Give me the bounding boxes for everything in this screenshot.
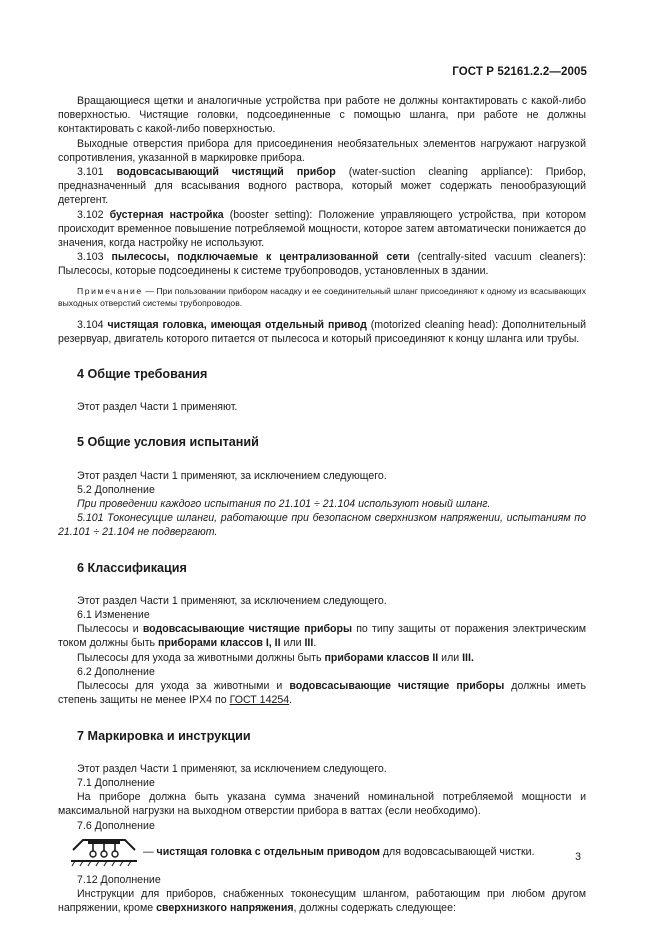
- note-label: Примечание: [77, 285, 143, 296]
- text-run: Пылесосы и: [77, 623, 143, 636]
- note-text: — При пользовании прибором насадку и ее соединительный шланг присоединяют к одному из всасывающих выходных отверстий системы трубопроводов.: [58, 285, 586, 309]
- section-6-2-text: [58, 679, 586, 707]
- symbol-description: [143, 845, 535, 859]
- section-7-paragraph-1: Этот раздел Части 1 применяют, за исключением следующего.: [77, 762, 387, 775]
- definition-text: (water-suction cleaning appliance): Прибор, предназначенный для всасывания водного раствора, который может содержать пенообразующий детергент.: [58, 166, 586, 207]
- definition-number: 3.101: [77, 166, 104, 179]
- definition-term: чистящая головка, имеющая отдельный привод: [107, 318, 367, 331]
- term-run: водовсасывающие чистящие приборы: [142, 623, 353, 636]
- term-run: III: [304, 637, 314, 650]
- symbol-row: [58, 837, 586, 867]
- text-run: —: [143, 845, 157, 858]
- text-run: для водовсасывающей чистки.: [379, 845, 535, 858]
- term-run: сверхнизкого напряжения: [156, 902, 294, 915]
- page-body: [58, 94, 586, 915]
- term-run: III.: [462, 651, 474, 664]
- motorized-cleaning-head-symbol-icon: [71, 837, 137, 867]
- section-7-12-label: 7.12 Дополнение: [77, 873, 161, 886]
- section-7-heading: 7 Маркировка и инструкции: [77, 728, 251, 743]
- section-6-2-label: 6.2 Дополнение: [77, 665, 155, 678]
- definition-number: 3.104: [77, 318, 104, 331]
- section-5-2-text: При проведении каждого испытания по 21.101 ÷ 21.104 используют новый шланг.: [77, 498, 491, 511]
- text-run: Инструкции для приборов, снабженных токонесущим шлангом, работающим при любом другом напряжении, кроме: [58, 887, 586, 915]
- intro-paragraph-2: Выходные отверстия прибора для присоединения необязательных элементов нагружают нагрузкой сопротивления, указанной в маркировке прибора.: [58, 137, 586, 164]
- definition-3-104: [58, 318, 586, 346]
- section-6-paragraph-1: Этот раздел Части 1 применяют, за исключением следующего.: [77, 594, 387, 607]
- section-7-6-label: 7.6 Дополнение: [77, 819, 155, 832]
- section-5-101-text: 5.101 Токонесущие шланги, работающие при безопасном сверхнизком напряжении, испытаниям по 21.101 ÷ 21.104 не подвергают.: [58, 512, 586, 539]
- standard-reference-link[interactable]: ГОСТ 14254: [229, 694, 290, 707]
- section-5-2-label: 5.2 Дополнение: [77, 483, 155, 496]
- section-6-1-pets: [58, 651, 586, 665]
- section-6-heading: 6 Классификация: [77, 560, 187, 575]
- section-6-1-label: 6.1 Изменение: [77, 609, 150, 622]
- definition-number: 3.103: [77, 251, 104, 264]
- page-number: 3: [575, 851, 581, 863]
- text-run: или: [280, 637, 305, 650]
- definition-3-101: [58, 165, 586, 208]
- term-run: чистящая головка с отдельным приводом: [156, 845, 380, 858]
- section-6-1-text: [58, 622, 586, 650]
- definition-number: 3.102: [77, 208, 104, 221]
- text-run: .: [313, 637, 317, 650]
- note: [58, 285, 586, 310]
- definition-text: (booster setting): Положение управляющего устройства, при котором происходит временное повышение потребляемой мощности, которое затем автоматически понижается до значения, когда настройку не используют.: [58, 208, 586, 250]
- text-run: по типу защиты от поражения электрическим током должны быть: [58, 623, 586, 650]
- intro-paragraph-1: Вращающиеся щетки и аналогичные устройства при работе не должны контактировать с какой-либо поверхностью. Чистящие головки, подсоединенные с помощью шланга, при работе не должны контактировать с какой-либо поверхностью.: [58, 95, 586, 136]
- term-run: приборами классов I, II: [158, 637, 281, 650]
- text-run: Пылесосы для ухода за животными должны быть: [77, 651, 325, 664]
- definition-3-103: [58, 250, 586, 278]
- section-7-12-text: [58, 887, 586, 915]
- definition-text: (motorized cleaning head): Дополнительный резервуар, двигатель которого питается от пылесоса и который присоединяют к концу шланга или трубы.: [58, 318, 587, 345]
- text-run: должны иметь степень защиты не менее IPX4 по: [58, 680, 587, 707]
- section-5-heading: 5 Общие условия испытаний: [77, 435, 259, 450]
- text-run: .: [289, 694, 293, 707]
- text-run: Пылесосы для ухода за животными и: [77, 680, 290, 693]
- section-4-paragraph: Этот раздел Части 1 применяют.: [77, 401, 238, 414]
- definition-3-102: [58, 208, 586, 251]
- definition-text: (centrally-sited vacuum cleaners): Пылесосы, которые подсоединены к системе трубопроводов, установленных в здании.: [58, 251, 586, 278]
- section-7-1-label: 7.1 Дополнение: [77, 776, 155, 789]
- text-run: или: [438, 651, 463, 664]
- section-4-heading: 4 Общие требования: [77, 367, 208, 382]
- document-id-header: ГОСТ Р 52161.2.2—2005: [452, 66, 587, 78]
- section-5-paragraph-1: Этот раздел Части 1 применяют, за исключением следующего.: [77, 469, 387, 482]
- definition-term: пылесосы, подключаемые к централизованной сети: [111, 251, 410, 264]
- term-run: водовсасывающие чистящие приборы: [289, 680, 505, 693]
- definition-term: бустерная настройка: [109, 208, 224, 221]
- term-run: приборами классов II: [324, 651, 439, 664]
- section-7-1-text: На приборе должна быть указана сумма значений номинальной потребляемой мощности и максимальной нагрузки на выходном отверстии прибора в ваттах (если необходимо).: [58, 791, 586, 818]
- text-run: , должны содержать следующее:: [293, 902, 456, 915]
- definition-term: водовсасывающий чистящий прибор: [116, 166, 336, 179]
